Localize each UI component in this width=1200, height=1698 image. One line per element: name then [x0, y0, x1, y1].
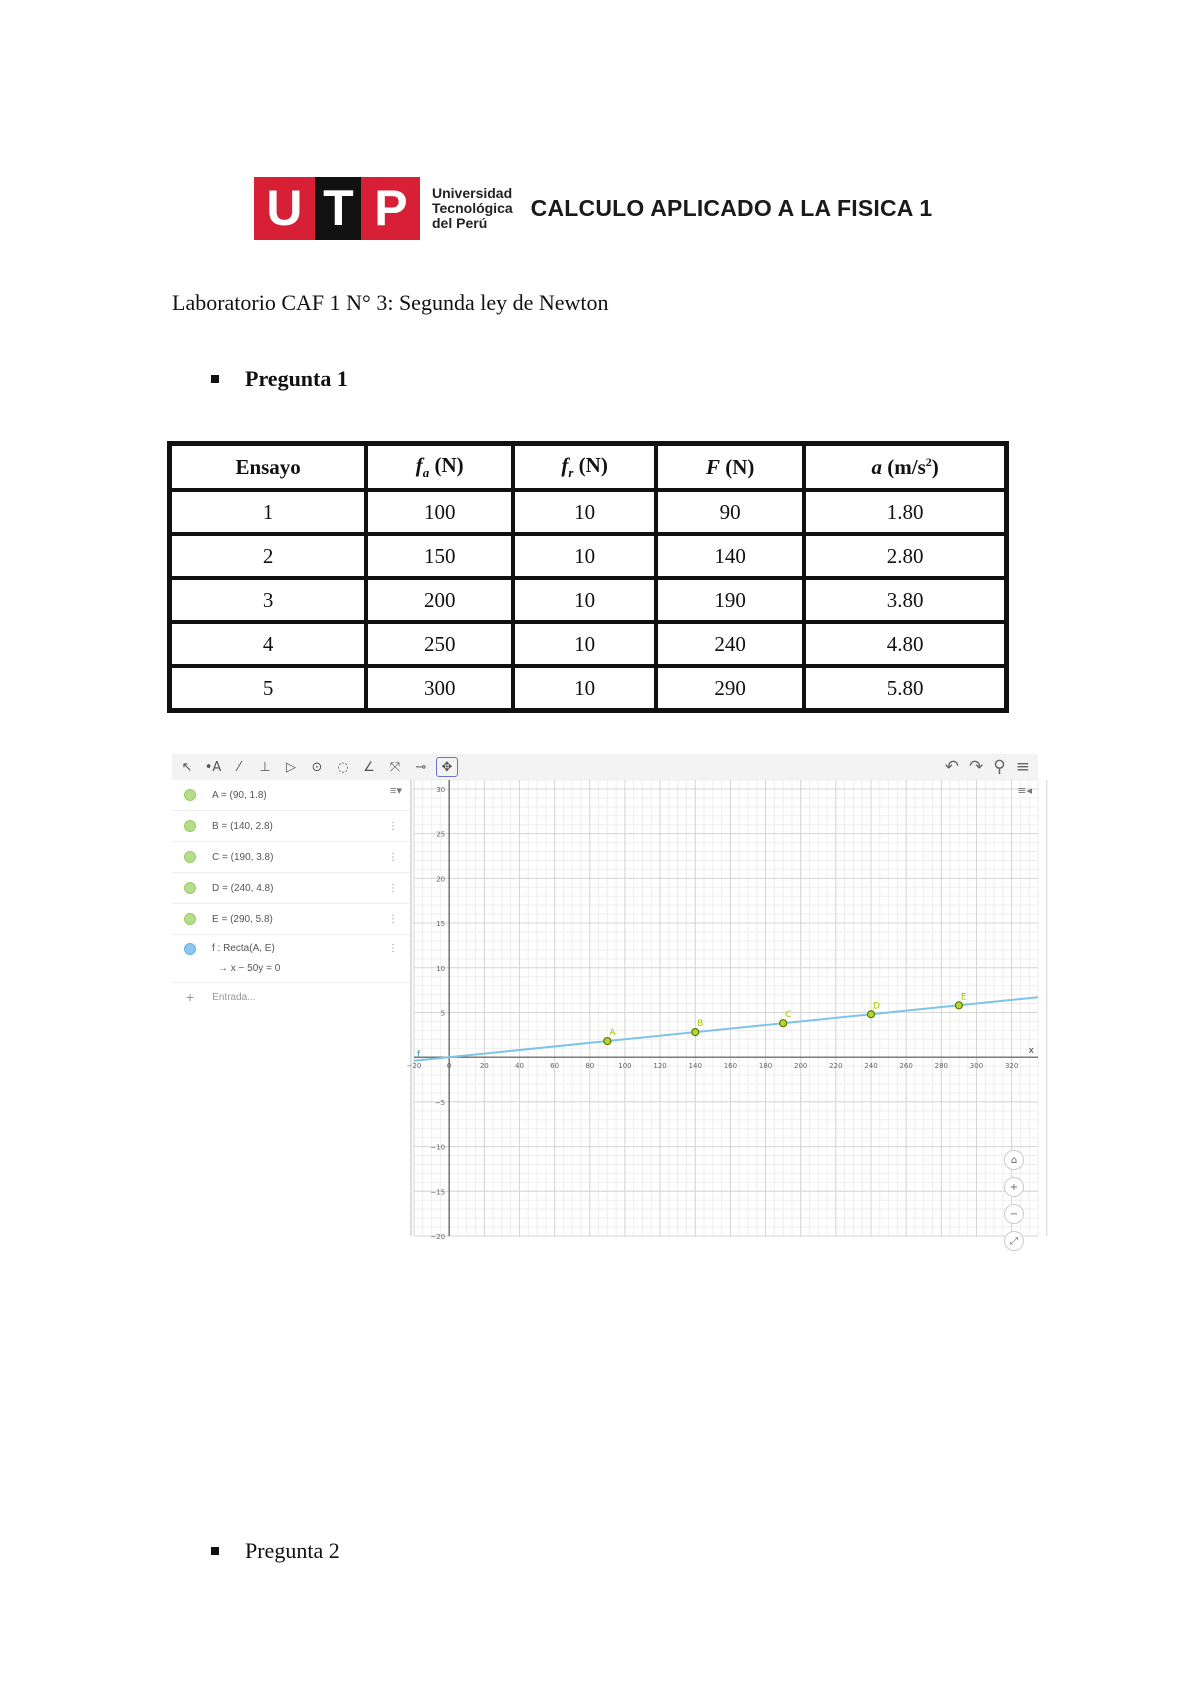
- visibility-toggle-icon[interactable]: [184, 851, 196, 863]
- logo-text: [432, 186, 513, 231]
- bullet-square-icon: [211, 1547, 219, 1555]
- header-fr: $f_r$ (N): [513, 444, 656, 490]
- algebra-item-a[interactable]: [172, 780, 410, 811]
- geogebra-toolbar: [172, 754, 1038, 780]
- point-label: A: [609, 1028, 616, 1039]
- more-options-icon[interactable]: ⋮: [388, 851, 398, 863]
- redo-icon[interactable]: ↷: [969, 757, 984, 777]
- perpendicular-icon[interactable]: ⊥: [259, 759, 271, 775]
- x-axis-label: x: [1028, 1046, 1034, 1057]
- document-header: [254, 176, 932, 240]
- table-cell: 290: [656, 666, 804, 710]
- algebra-item-label: f : Recta(A, E): [212, 943, 275, 954]
- move-icon[interactable]: ↖: [181, 759, 193, 775]
- circle-3pt-icon[interactable]: ◌: [337, 759, 349, 775]
- data-point: [868, 1011, 875, 1018]
- table-row: [170, 534, 1006, 578]
- algebra-sort-icon[interactable]: ≡▾: [390, 785, 402, 797]
- style-bar-icon[interactable]: ≡◂: [1017, 784, 1032, 797]
- question-1-heading: [211, 366, 348, 392]
- table-row: [170, 666, 1006, 710]
- x-tick-label: 200: [794, 1062, 808, 1071]
- table-cell: 10: [513, 578, 656, 622]
- search-icon[interactable]: ⚲: [993, 757, 1006, 777]
- logo-text-line: Tecnológica: [432, 199, 513, 216]
- x-tick-label: 300: [969, 1062, 984, 1071]
- move-view-icon[interactable]: ✥: [436, 757, 458, 777]
- x-tick-label: 140: [688, 1062, 702, 1071]
- y-tick-label: −15: [430, 1188, 446, 1197]
- graphics-view[interactable]: [406, 780, 1038, 1247]
- algebra-item-label: A = (90, 1.8): [212, 789, 267, 801]
- line-label: f: [417, 1049, 421, 1060]
- y-tick-label: −10: [430, 1143, 446, 1152]
- x-tick-label: 180: [758, 1062, 773, 1071]
- table-row: [170, 578, 1006, 622]
- x-tick-label: −20: [406, 1062, 422, 1071]
- menu-icon[interactable]: ≡: [1015, 757, 1030, 777]
- table-cell: 5.80: [804, 666, 1006, 710]
- table-cell: 2.80: [804, 534, 1006, 578]
- header-fa: $f_a$ (N): [366, 444, 513, 490]
- algebra-item-label: E = (290, 5.8): [212, 913, 273, 925]
- algebra-item-b[interactable]: [172, 811, 410, 842]
- reflect-icon[interactable]: ⤧: [389, 759, 401, 775]
- algebra-item-c[interactable]: [172, 842, 410, 873]
- header-force: F (N): [656, 444, 804, 490]
- logo-letter-t: T: [315, 177, 361, 240]
- geogebra-screenshot: [172, 754, 1038, 1247]
- circle-icon[interactable]: ⊙: [311, 759, 323, 775]
- algebra-item-e[interactable]: [172, 904, 410, 935]
- data-point: [692, 1029, 699, 1036]
- algebra-item-label: C = (190, 3.8): [212, 851, 274, 863]
- data-series: [414, 992, 1038, 1060]
- table-cell: 4: [170, 622, 366, 666]
- visibility-toggle-icon[interactable]: [184, 943, 196, 955]
- algebra-item-label: D = (240, 4.8): [212, 882, 274, 894]
- algebra-item-label: B = (140, 2.8): [212, 820, 273, 832]
- more-options-icon[interactable]: ⋮: [388, 913, 398, 925]
- algebra-item-line[interactable]: [172, 935, 410, 983]
- point-label: E: [960, 992, 967, 1003]
- table-header-row: [170, 444, 1006, 490]
- algebra-item-d[interactable]: [172, 873, 410, 904]
- data-table: [167, 441, 1009, 713]
- home-icon[interactable]: ⌂: [1004, 1150, 1024, 1170]
- table-cell: 300: [366, 666, 513, 710]
- axes: [414, 780, 1038, 1236]
- table-cell: 200: [366, 578, 513, 622]
- data-point: [780, 1020, 787, 1027]
- line-icon[interactable]: ⁄: [237, 759, 241, 775]
- plus-icon[interactable]: +: [186, 989, 195, 1005]
- x-tick-label: 320: [1004, 1062, 1019, 1071]
- visibility-toggle-icon[interactable]: [184, 789, 196, 801]
- header-acceleration: a $(m/s^2)$: [804, 444, 1006, 490]
- table-cell: 10: [513, 490, 656, 534]
- point-label: C: [785, 1010, 792, 1021]
- table-cell: 10: [513, 666, 656, 710]
- bullet-square-icon: [211, 375, 219, 383]
- data-point: [604, 1038, 611, 1045]
- more-options-icon[interactable]: ⋮: [388, 943, 398, 954]
- logo-letter-u: U: [266, 180, 303, 236]
- table-cell: 140: [656, 534, 804, 578]
- table-cell: 1: [170, 490, 366, 534]
- angle-icon[interactable]: ∠: [363, 759, 375, 775]
- y-tick-label: −5: [434, 1098, 446, 1107]
- x-tick-label: 220: [829, 1062, 843, 1071]
- x-tick-label: 240: [864, 1062, 878, 1071]
- table-cell: 240: [656, 622, 804, 666]
- table-cell: 190: [656, 578, 804, 622]
- y-tick-label: 10: [436, 964, 446, 973]
- table-cell: 2: [170, 534, 366, 578]
- undo-icon[interactable]: ↶: [944, 757, 960, 777]
- table-cell: 10: [513, 622, 656, 666]
- table-row: [170, 622, 1006, 666]
- table-cell: 10: [513, 534, 656, 578]
- logo-text-line: Universidad: [432, 184, 513, 201]
- x-tick-label: 160: [723, 1062, 738, 1071]
- polygon-icon[interactable]: ▷: [286, 759, 296, 775]
- y-tick-label: 15: [436, 920, 446, 929]
- data-point: [955, 1002, 962, 1009]
- x-tick-label: 100: [618, 1062, 632, 1071]
- zoom-in-icon[interactable]: +: [1004, 1177, 1024, 1197]
- point-icon[interactable]: •A: [204, 759, 222, 775]
- visibility-toggle-icon[interactable]: [184, 820, 196, 832]
- logo-letter-p: P: [374, 180, 408, 236]
- logo-text-line: del Perú: [432, 214, 488, 231]
- x-tick-label: 40: [515, 1062, 524, 1071]
- question-label: Pregunta 2: [245, 1538, 340, 1563]
- slider-icon[interactable]: ⊸: [415, 759, 427, 775]
- regression-line: [414, 997, 1038, 1060]
- utp-logo: [254, 177, 420, 240]
- x-tick-label: 60: [550, 1062, 560, 1071]
- more-options-icon[interactable]: ⋮: [388, 882, 398, 894]
- geogebra-right-tools: [945, 754, 1030, 780]
- header-ensayo: Ensayo: [170, 444, 366, 490]
- y-tick-label: 30: [436, 785, 446, 794]
- table-cell: 100: [366, 490, 513, 534]
- table-cell: 90: [656, 490, 804, 534]
- x-tick-label: 20: [479, 1062, 489, 1071]
- algebra-input[interactable]: [172, 983, 410, 1011]
- grid-major: [414, 780, 1047, 1236]
- y-tick-label: 5: [440, 1009, 446, 1018]
- table-cell: 3.80: [804, 578, 1006, 622]
- lab-title: Laboratorio CAF 1 N° 3: Segunda ley de Newton: [172, 290, 609, 315]
- x-tick-label: 0: [446, 1062, 452, 1071]
- graph-canvas[interactable]: [406, 780, 1038, 1241]
- x-tick-label: 80: [585, 1062, 595, 1071]
- table-row: [170, 490, 1006, 534]
- table-cell: 4.80: [804, 622, 1006, 666]
- table-cell: 3: [170, 578, 366, 622]
- x-tick-label: 260: [899, 1062, 913, 1071]
- table-cell: 5: [170, 666, 366, 710]
- visibility-toggle-icon[interactable]: [184, 913, 196, 925]
- graph-view-buttons: [1004, 1150, 1024, 1251]
- table-cell: 1.80: [804, 490, 1006, 534]
- point-label: D: [873, 1001, 880, 1012]
- table-cell: 250: [366, 622, 513, 666]
- algebra-item-value: → x − 50y = 0: [218, 963, 281, 974]
- y-tick-label: 25: [436, 830, 446, 839]
- algebra-view: [172, 780, 412, 1236]
- input-placeholder: Entrada...: [212, 991, 256, 1003]
- y-tick-label: −20: [430, 1233, 446, 1241]
- question-label: Pregunta 1: [245, 366, 348, 391]
- fullscreen-icon[interactable]: ⤢: [1004, 1231, 1024, 1251]
- table-cell: 150: [366, 534, 513, 578]
- course-title: CALCULO APLICADO A LA FISICA 1: [530, 194, 933, 221]
- x-tick-label: 120: [653, 1062, 667, 1071]
- more-options-icon[interactable]: ⋮: [388, 820, 398, 832]
- visibility-toggle-icon[interactable]: [184, 882, 196, 894]
- zoom-out-icon[interactable]: −: [1004, 1204, 1024, 1224]
- x-tick-label: 280: [934, 1062, 949, 1071]
- question-2-heading: [211, 1538, 340, 1564]
- point-label: B: [697, 1019, 704, 1030]
- y-tick-label: 20: [436, 875, 446, 884]
